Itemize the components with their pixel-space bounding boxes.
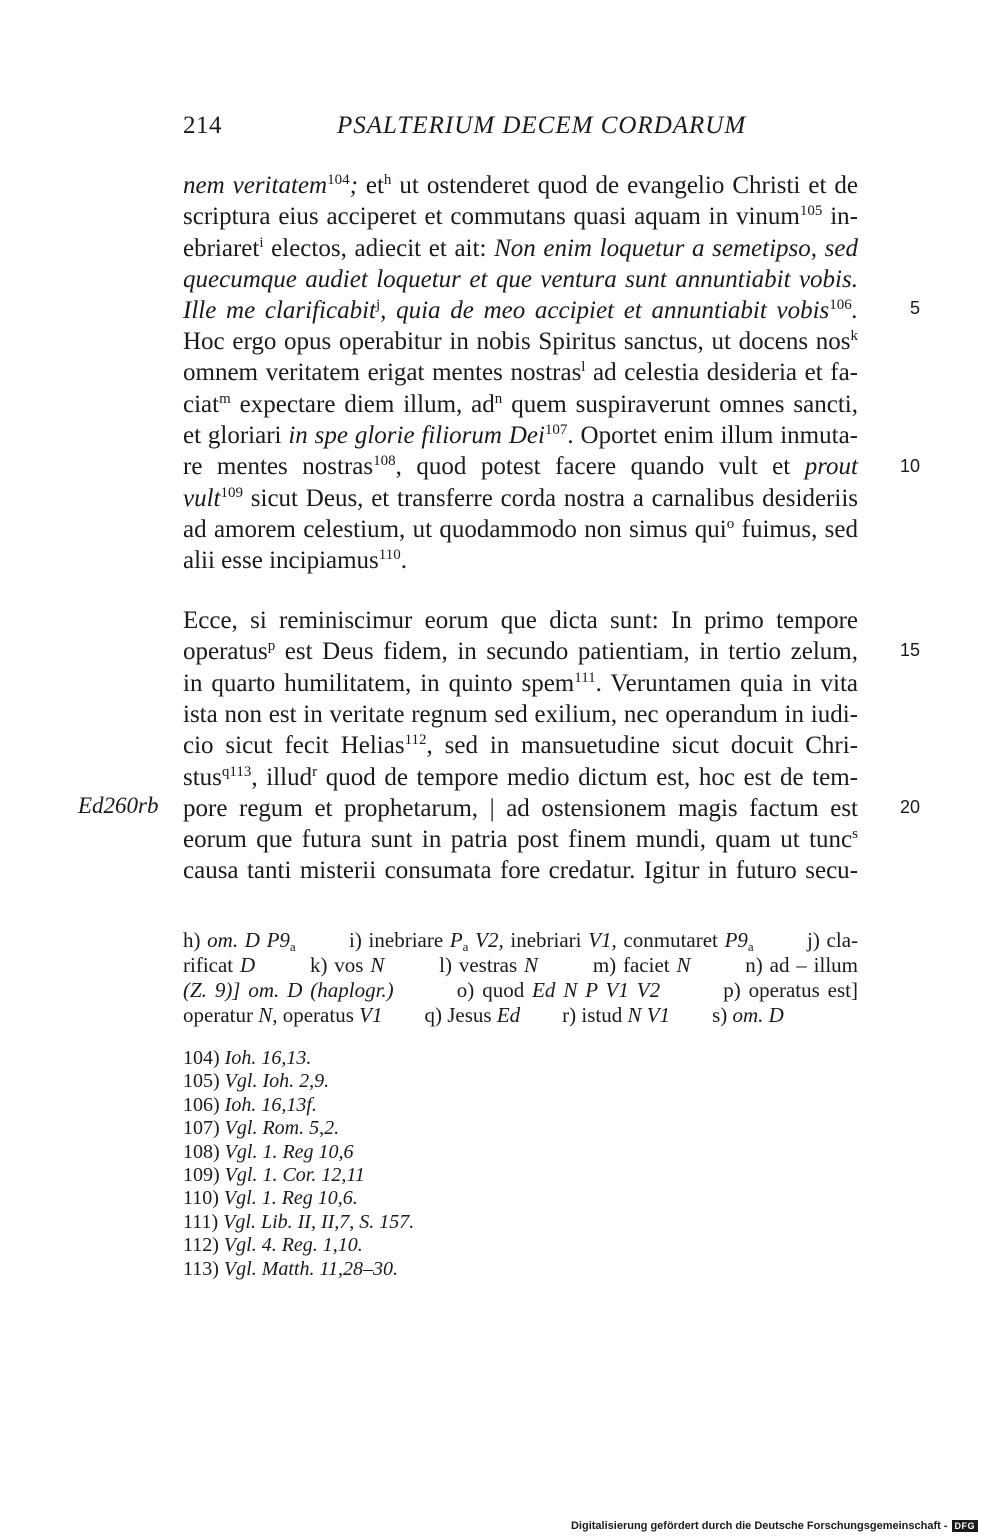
- body-line: [183, 233, 858, 264]
- line-number-20: 20: [899, 797, 920, 817]
- source-note: [183, 1069, 329, 1093]
- superscript-marker: 109: [220, 485, 243, 501]
- body-line: [183, 855, 858, 886]
- text-run: . Oportet enim illum inmuta-: [567, 422, 858, 449]
- text-run: h): [183, 928, 208, 952]
- superscript-marker: 108: [373, 453, 396, 469]
- text-run: , illud: [251, 764, 313, 791]
- source-note: [183, 1186, 358, 1210]
- text-run: Vgl. 1. Reg 10,6: [224, 1140, 354, 1163]
- text-run: (Z. 9)]: [183, 978, 241, 1002]
- text-run: s): [670, 1003, 733, 1027]
- text-run: om. D (haplogr.): [248, 978, 394, 1002]
- body-line: [183, 762, 858, 793]
- text-run: ebriaret: [183, 235, 260, 262]
- body-line: [183, 545, 858, 576]
- text-run: operatus: [183, 638, 268, 665]
- dfg-logo: DFG: [952, 1520, 979, 1532]
- page-number: 214: [183, 112, 222, 139]
- text-run: prout: [804, 453, 858, 480]
- text-run: Vgl. Matth. 11,28–30.: [223, 1257, 398, 1280]
- text-run: rificat: [183, 953, 240, 977]
- text-run: 109): [183, 1164, 225, 1186]
- subscript-marker: a: [462, 939, 469, 954]
- text-run: .: [400, 547, 407, 574]
- body-line: [183, 170, 858, 201]
- text-run: .: [851, 297, 859, 324]
- running-title: PSALTERIUM DECEM CORDARUM: [337, 112, 747, 139]
- text-run: Vgl. 1. Reg 10,6.: [223, 1187, 358, 1210]
- text-run: ciat: [183, 391, 220, 418]
- text-run: 111): [183, 1210, 224, 1233]
- text-run: inebriari: [503, 928, 589, 952]
- text-run: N: [370, 953, 385, 977]
- source-note: [183, 1233, 363, 1257]
- body-line: [183, 264, 858, 295]
- body-line: [183, 451, 858, 482]
- text-run: ut ostenderet quod de evangelio Christi et de: [391, 172, 858, 199]
- source-note: [183, 1257, 398, 1281]
- text-run: V2,: [468, 928, 504, 952]
- text-run: l) vestras: [384, 953, 524, 977]
- text-run: et gloriari: [183, 422, 289, 449]
- superscript-marker: 112: [404, 732, 427, 748]
- body-line: [183, 730, 858, 761]
- body-line: [183, 483, 858, 514]
- text-run: i) inebriare: [295, 928, 450, 952]
- text-run: 110): [183, 1187, 224, 1210]
- text-run: quod de tempore medio dictum est, hoc est de tem-: [317, 764, 858, 791]
- text-run: r) istud: [520, 1003, 628, 1027]
- text-run: Ecce, si reminiscimur eorum que dicta sunt: In primo tempore: [183, 607, 858, 634]
- text-run: fuimus, sed: [734, 516, 858, 543]
- body-line: [183, 793, 858, 824]
- superscript-marker: j: [375, 297, 381, 313]
- source-note: [183, 1093, 317, 1117]
- body-line: [183, 636, 858, 667]
- superscript-marker: 110: [378, 547, 401, 563]
- superscript-marker: o: [726, 516, 735, 532]
- text-run: in quarto humilitatem, in quinto spem: [183, 670, 575, 697]
- text-run: Non enim loquetur a semetipso, sed: [494, 235, 858, 262]
- body-line: [183, 668, 858, 699]
- text-run: eorum que futura sunt in patria post finem mundi, quam ut tunc: [183, 826, 853, 853]
- text-run: et: [357, 172, 384, 199]
- superscript-marker: m: [219, 391, 231, 407]
- text-run: Vgl. Lib. II, II,7, S. 157.: [223, 1210, 415, 1233]
- text-run: , quia de meo accipiet et annuntiabit vobis: [380, 297, 830, 324]
- superscript-marker: i: [259, 235, 264, 251]
- text-run: ista non est in veritate regnum sed exilium, nec operandum in iudi-: [183, 701, 858, 728]
- text-run: k) vos: [255, 953, 371, 977]
- text-run: stus: [183, 764, 222, 791]
- apparatus-line: [183, 953, 858, 978]
- text-run: est Deus fidem, in secundo patientiam, in tertio zelum,: [275, 638, 858, 665]
- text-run: n) ad – illum: [690, 953, 858, 977]
- apparatus-line: [183, 1003, 858, 1028]
- text-run: . Veruntamen quia in vita: [595, 670, 859, 697]
- source-note: [183, 1140, 354, 1164]
- text-run: q) Jesus: [382, 1003, 497, 1027]
- text-run: operatur: [183, 1003, 259, 1027]
- text-run: m) faciet: [538, 953, 677, 977]
- superscript-marker: 107: [544, 422, 568, 438]
- text-run: nem veritatem: [183, 172, 328, 199]
- text-run: 105): [183, 1070, 225, 1093]
- text-run: Vgl. 4. Reg. 1,10.: [223, 1234, 363, 1257]
- text-run: p) operatus est]: [660, 978, 858, 1002]
- text-run: pore regum et prophetarum, | ad ostensionem magis factum est: [183, 795, 858, 822]
- body-line: [183, 824, 858, 855]
- body-line: [183, 326, 858, 357]
- text-run: operatus: [277, 1003, 360, 1027]
- text-run: scriptura eius acciperet et commutans quasi aquam in vinum: [183, 203, 800, 230]
- superscript-marker: r: [312, 764, 318, 780]
- superscript-marker: 111: [574, 670, 596, 686]
- text-run: P9: [724, 928, 748, 952]
- text-run: 104): [183, 1047, 225, 1069]
- text-run: 108): [183, 1140, 225, 1163]
- text-run: j) cla-: [753, 928, 859, 952]
- footer-credit-text: Digitalisierung gefördert durch die Deutsche Forschungsgemeinschaft -: [570, 1520, 948, 1532]
- body-line: [183, 357, 858, 388]
- text-run: 113): [183, 1257, 224, 1280]
- text-run: quem suspiraverunt omnes sancti,: [502, 391, 858, 418]
- body-line: [183, 699, 858, 730]
- text-run: D: [239, 953, 256, 977]
- text-run: Ed N P V1 V2: [532, 978, 661, 1002]
- text-run: V1,: [588, 928, 617, 952]
- source-note: [183, 1116, 339, 1140]
- line-number-15: 15: [899, 640, 920, 660]
- superscript-marker: 104: [327, 172, 350, 188]
- text-run: V1: [359, 1003, 383, 1027]
- body-line: [183, 605, 858, 636]
- margin-note: Ed260rb: [78, 793, 159, 818]
- apparatus-line: [183, 978, 858, 1003]
- body-line: [183, 420, 858, 451]
- body-line: [183, 389, 858, 420]
- text-run: Ioh. 16,13f.: [224, 1093, 317, 1116]
- text-run: re mentes nostras: [183, 453, 374, 480]
- text-run: 112): [183, 1234, 224, 1257]
- source-note: [183, 1210, 414, 1234]
- source-note: [183, 1046, 311, 1070]
- source-note: [183, 1163, 365, 1187]
- superscript-marker: k: [850, 328, 858, 344]
- text-run: Ioh. 16,13.: [224, 1047, 312, 1069]
- text-run: om. D: [732, 1003, 784, 1027]
- text-run: o) quod: [393, 978, 533, 1002]
- text-run: ;: [349, 172, 358, 199]
- text-run: sicut Deus, et transferre corda nostra a carnalibus desideriis: [243, 485, 858, 512]
- text-run: N: [676, 953, 691, 977]
- text-run: ad amorem celestium, ut quodammodo non simus qui: [183, 516, 727, 543]
- text-run: causa tanti misterii consumata fore credatur. Igitur in futuro secu-: [183, 857, 858, 884]
- text-run: Ille me clarificabit: [183, 297, 376, 324]
- text-run: N,: [258, 1003, 278, 1027]
- text-run: ad celestia desideria et fa-: [585, 359, 858, 386]
- text-run: alii esse incipiamus: [183, 547, 379, 574]
- text-run: quecumque audiet loquetur et que ventura sunt annuntiabit vobis.: [183, 266, 858, 293]
- text-run: N: [524, 953, 539, 977]
- line-number-10: 10: [899, 456, 920, 476]
- text-run: , quod potest facere quando vult et: [395, 453, 805, 480]
- text-run: in-: [822, 203, 858, 230]
- superscript-marker: n: [494, 391, 503, 407]
- subscript-marker: a: [747, 939, 754, 954]
- text-run: , sed in mansuetudine sicut docuit Chri-: [426, 732, 858, 759]
- line-number-5: 5: [909, 298, 920, 318]
- superscript-marker: p: [267, 638, 276, 654]
- text-run: Vgl. Rom. 5,2.: [224, 1117, 340, 1140]
- text-run: expectare diem illum, ad: [230, 391, 495, 418]
- text-run: N V1: [627, 1003, 671, 1027]
- subscript-marker: a: [289, 939, 296, 954]
- text-run: Ed: [496, 1003, 521, 1027]
- body-line: [183, 295, 858, 326]
- text-run: electos, adiecit et ait:: [263, 235, 495, 262]
- body-line: [183, 514, 858, 545]
- text-run: P: [449, 928, 463, 952]
- text-run: Hoc ergo opus operabitur in nobis Spiritus sanctus, ut docens nos: [183, 328, 851, 355]
- superscript-marker: q113: [221, 764, 252, 780]
- text-run: 106): [183, 1093, 225, 1116]
- text-run: omnem veritatem erigat mentes nostras: [183, 359, 582, 386]
- text-run: vult: [183, 485, 221, 512]
- superscript-marker: 106: [829, 297, 852, 313]
- text-run: conmutaret: [616, 928, 725, 952]
- text-run: 107): [183, 1117, 225, 1140]
- footer-credit: [571, 1520, 978, 1532]
- superscript-marker: 105: [799, 203, 823, 219]
- body-line: [183, 201, 858, 232]
- text-run: Vgl. 1. Cor. 12,11: [224, 1164, 365, 1186]
- text-run: cio sicut fecit Helias: [183, 732, 405, 759]
- text-run: in spe glorie filiorum Dei: [288, 422, 545, 449]
- apparatus-line: [183, 928, 858, 953]
- superscript-marker: h: [383, 172, 392, 188]
- superscript-marker: l: [581, 359, 586, 375]
- superscript-marker: s: [852, 826, 858, 842]
- text-run: om. D P9: [207, 928, 290, 952]
- text-run: Vgl. Ioh. 2,9.: [224, 1070, 330, 1093]
